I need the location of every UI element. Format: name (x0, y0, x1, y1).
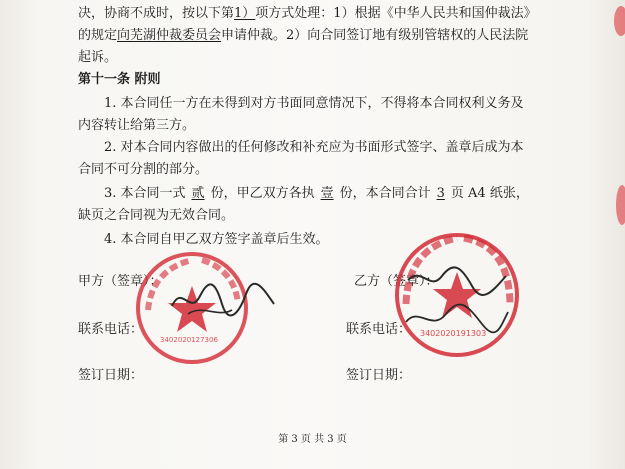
copies-each: 壹 (320, 186, 334, 201)
clause-1-line-2: 内容转让给第三方。 (78, 118, 196, 133)
page-count: 3 (436, 186, 445, 201)
clause-2-line-1: 2. 对本合同内容做出的任何修改和补充应为书面形式签字、盖章后成为本 (104, 140, 524, 155)
date-a-label: 签订日期： (78, 368, 144, 383)
clause-3-line-2: 缺页之合同视为无效合同。 (78, 208, 235, 223)
party-b-label: 乙方（签章）： (354, 274, 439, 289)
seal-fragment-right-mid (616, 185, 625, 225)
dispute-clause-line-3: 起诉。 (78, 50, 118, 65)
party-a-label: 甲方（签章）： (78, 274, 163, 289)
party-b-signature (402, 262, 512, 342)
clause-1-line-1: 1. 本合同任一方在未得到对方书面同意情况下，不得将本合同权利义务及 (104, 96, 524, 111)
clause-4: 4. 本合同自甲乙双方签字盖章后生效。 (104, 232, 329, 247)
contact-a-label: 联系电话： (78, 322, 144, 337)
contact-b-label: 联系电话： (346, 322, 412, 337)
copies-count: 贰 (191, 186, 205, 201)
clause-3-line-1: 3. 本合同一式 贰 份，甲乙双方各执 壹 份，本合同合计 3 页 A4 纸张， (104, 186, 529, 201)
svg-text:3402020191303: 3402020191303 (420, 329, 487, 338)
date-b-label: 签订日期： (346, 368, 412, 383)
svg-text:3402020127306: 3402020127306 (160, 336, 218, 344)
party-a-signature (168, 274, 278, 324)
section-title: 第十一条 附则 (78, 72, 161, 87)
dispute-clause-line-1: 决，协商不成时，按以下第1）项方式处理：1）根据《中华人民共和国仲裁法》 (78, 6, 537, 21)
seal-fragment-right-top (614, 6, 625, 36)
clause-2-line-2: 合同不可分割的部分。 (78, 162, 209, 177)
page-footer: 第 3 页 共 3 页 (278, 434, 347, 445)
dispute-clause-line-2: 的规定向芜湖仲裁委员会申请仲裁。2）向合同签订地有级别管辖权的人民法院 (78, 28, 529, 43)
